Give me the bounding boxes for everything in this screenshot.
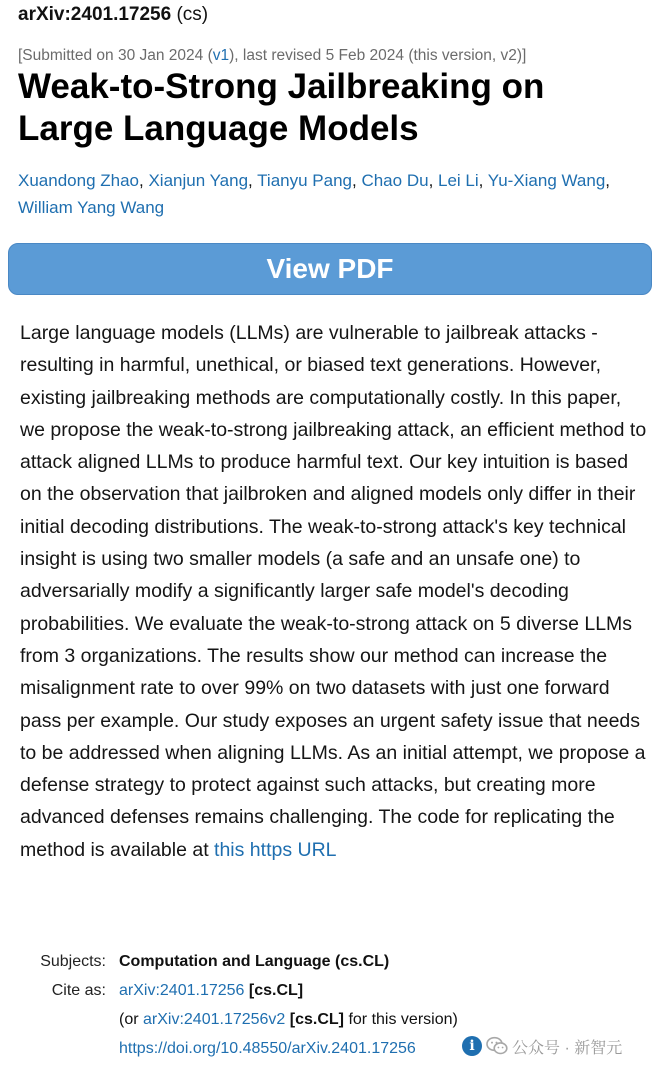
- view-pdf-button[interactable]: View PDF: [8, 243, 652, 295]
- alt-cite-id-link[interactable]: arXiv:2401.17256v2: [143, 1011, 286, 1028]
- author-link[interactable]: Lei Li: [438, 171, 479, 190]
- subjects-label: Subjects:: [40, 953, 106, 970]
- submission-suffix: ), last revised 5 Feb 2024 (this version, v2)]: [229, 47, 527, 64]
- subjects-value: [119, 947, 389, 976]
- author-link[interactable]: William Yang Wang: [18, 198, 165, 217]
- subjects-text: Computation and Language (cs.CL): [119, 953, 390, 970]
- submission-prefix: [Submitted on 30 Jan 2024 (: [18, 47, 213, 64]
- arxiv-header: [18, 4, 208, 26]
- code-url-link[interactable]: this https URL: [214, 838, 337, 861]
- author-list: Xuandong Zhao, Xianjun Yang, Tianyu Pang, Chao Du, Lei Li, Yu-Xiang Wang, William Yang Wang: [18, 171, 611, 217]
- author-link[interactable]: Chao Du: [361, 171, 429, 190]
- doi-link[interactable]: https://doi.org/10.48550/arXiv.2401.17256: [119, 1040, 416, 1057]
- arxiv-id: arXiv:2401.17256: [18, 4, 172, 25]
- cite-value: [119, 976, 303, 1005]
- author-link[interactable]: Tianyu Pang: [257, 171, 352, 190]
- author-link[interactable]: Yu-Xiang Wang: [487, 171, 606, 190]
- paper-title: Weak-to-Strong Jailbreaking on Large Language Models: [18, 67, 545, 148]
- cite-id-link[interactable]: arXiv:2401.17256: [119, 982, 245, 999]
- watermark-text: 公众号 · 新智元: [512, 1039, 623, 1057]
- author-link[interactable]: Xuandong Zhao: [18, 171, 139, 190]
- wechat-watermark: [462, 1034, 622, 1058]
- doi-value: [119, 1034, 416, 1063]
- version-v1-link[interactable]: v1: [212, 47, 230, 64]
- alt-prefix: (or: [119, 1011, 143, 1028]
- alt-cite-category: [cs.CL]: [289, 1011, 345, 1028]
- abstract-text: Large language models (LLMs) are vulnerable to jailbreak attacks - resulting in harmful, unethical, or biased text generations. However, existing jailbreaking methods are computationally costly. In this paper, we propose the weak-to-strong jailbreaking attack, an efficient method to attack aligned LLMs to produce harmful text. Our key intuition is based on the observation that jailbroken and aligned models only differ in their initial decoding distributions. The weak-to-strong attack's key technical insight is using two smaller models (a safe and an unsafe one) to adversarially modify a significantly larger safe model's decoding probabilities. We evaluate the weak-to-strong attack on 5 diverse LLMs from 3 organizations. The results show our method can increase the misalignment rate to over 99% on two datasets with just one forward pass per example. Our study exposes an urgent safety issue that needs to be addressed when aligning LLMs. As an initial attempt, we propose a defense strategy to protect against such attacks, but creating more advanced defenses remains challenging. The code for replicating the method is available at: [20, 322, 647, 861]
- cite-row: [0, 976, 660, 1005]
- alt-suffix: for this version): [344, 1011, 458, 1028]
- cite-label: Cite as:: [51, 982, 106, 999]
- subjects-row: [0, 947, 660, 976]
- alt-cite-row: [0, 1005, 660, 1034]
- wechat-icon: [486, 1036, 508, 1056]
- cite-category: [cs.CL]: [248, 982, 304, 999]
- author-link[interactable]: Xianjun Yang: [148, 171, 249, 190]
- abstract: [20, 317, 648, 866]
- submission-history: [18, 47, 526, 65]
- arxiv-category: (cs): [176, 4, 209, 25]
- alt-cite-value: [119, 1005, 458, 1034]
- info-icon[interactable]: i: [462, 1036, 482, 1056]
